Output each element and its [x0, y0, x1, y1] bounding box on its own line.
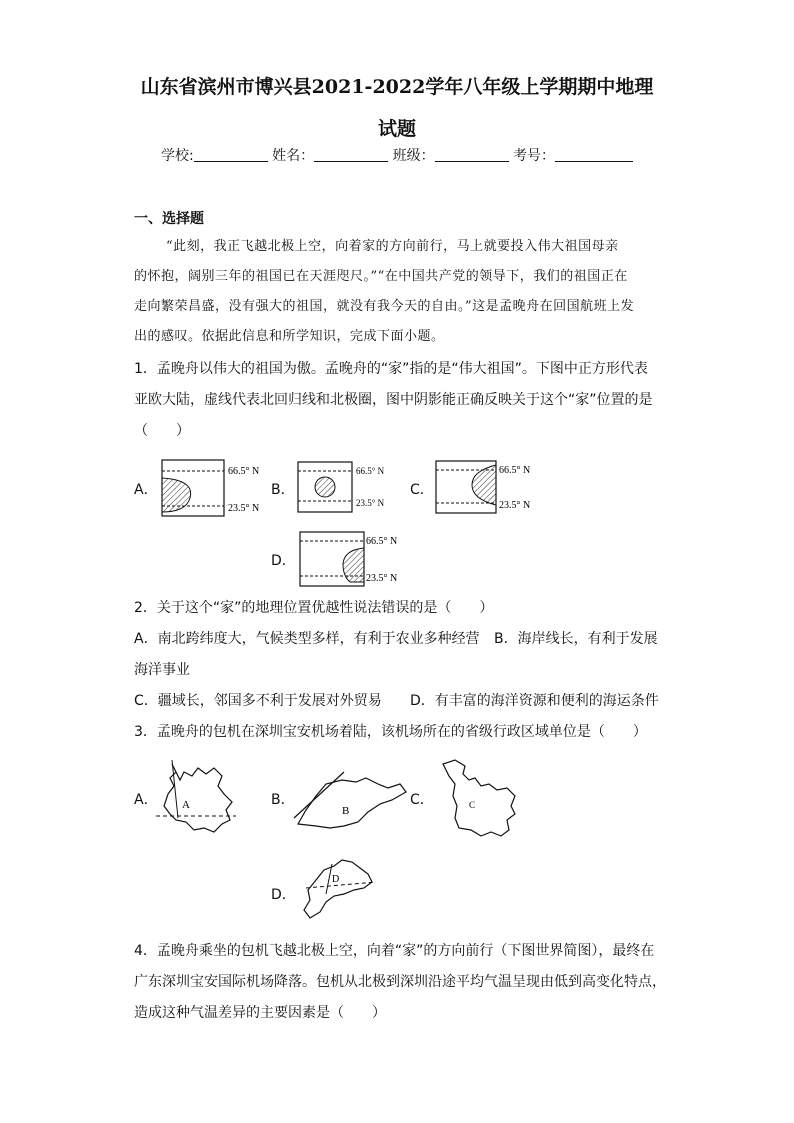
name-label: 姓名：: [272, 148, 315, 164]
lat-label-top: 66.5° N: [356, 466, 385, 476]
q1-option-d-figure[interactable]: [298, 530, 408, 588]
q3-option-c-map[interactable]: [435, 756, 525, 842]
lat-label-bottom: 23.5° N: [228, 503, 260, 514]
map-label-d: D: [332, 874, 340, 885]
q3-option-d-map[interactable]: [296, 856, 386, 922]
student-info-row: [0, 145, 794, 165]
q2-option-a[interactable]: A．南北跨纬度大，气候类型多样，有利于农业多种经营: [134, 631, 480, 647]
q1-option-b-figure[interactable]: [296, 460, 406, 516]
lat-label-bottom: 23.5° N: [366, 573, 398, 584]
exam-title-line1: 山东省滨州市博兴县2021-2022学年八年级上学期期中地理: [140, 76, 654, 98]
q3-stem: 3．孟晚舟的包机在深圳宝安机场着陆，该机场所在的省级行政区域单位是（ ）: [134, 724, 647, 740]
province-outline-d: [304, 860, 372, 918]
shaded-region: [162, 478, 191, 512]
exam-title-line2: 试题: [377, 118, 416, 140]
lat-label-bottom: 23.5° N: [356, 498, 385, 508]
q4-line-3: 造成这种气温差异的主要因素是（ ）: [134, 1005, 386, 1021]
q2-stem: 2．关于这个“家”的地理位置优越性说法错误的是（ ）: [134, 600, 494, 616]
q3-option-b-label[interactable]: B．: [271, 792, 295, 808]
q1-option-d-label[interactable]: D．: [271, 553, 296, 569]
q3-option-d-label[interactable]: D．: [271, 887, 296, 903]
passage-line-1: “此刻，我正飞越北极上空，向着家的方向前行，马上就要投入伟大祖国母亲: [166, 239, 619, 254]
q1-option-a-figure[interactable]: [160, 458, 270, 520]
lat-label-top: 66.5° N: [499, 465, 531, 476]
q3-option-a-map[interactable]: [152, 758, 242, 838]
q3-option-b-map[interactable]: [292, 770, 412, 832]
q1-line-2: 亚欧大陆，虚线代表北回归线和北极圈，图中阴影能正确反映关于这个“家”位置的是: [134, 392, 653, 408]
q3-option-c-label[interactable]: C．: [410, 792, 434, 808]
shaded-region: [315, 477, 335, 497]
q3-option-a-label[interactable]: A．: [134, 792, 158, 808]
q1-option-c-label[interactable]: C．: [410, 482, 434, 498]
lat-label-top: 66.5° N: [366, 536, 398, 547]
exam-number-label: 考号：: [513, 148, 556, 164]
exam-number-blank[interactable]: [555, 147, 633, 162]
shaded-region: [472, 465, 496, 505]
passage-line-3: 走向繁荣昌盛，没有强大的祖国，就没有我今天的自由。”这是孟晚舟在回国航班上发: [134, 299, 635, 314]
q2-option-c[interactable]: C．疆域长，邻国多不利于发展对外贸易: [134, 693, 382, 709]
q1-option-a-label[interactable]: A．: [134, 482, 158, 498]
shaded-region: [343, 548, 364, 582]
map-label-c: C: [469, 800, 476, 810]
section-title: 一、选择题: [134, 211, 204, 227]
q2-option-b[interactable]: B．海岸线长，有利于发展: [494, 631, 658, 647]
q1-line-1: 1．孟晚舟以伟大的祖国为傲。孟晚舟的“家”指的是“伟大祖国”。下图中正方形代表: [134, 361, 648, 377]
q4-line-2: 广东深圳宝安国际机场降落。包机从北极到深圳沿途平均气温呈现由低到高变化特点，: [134, 974, 666, 990]
school-blank[interactable]: [194, 147, 268, 162]
province-outline-b: [298, 778, 406, 828]
province-outline-c: [443, 760, 515, 836]
class-blank[interactable]: [435, 147, 509, 162]
lat-label-bottom: 23.5° N: [499, 500, 531, 511]
q1-option-b-label[interactable]: B．: [271, 482, 295, 498]
province-outline-a: [164, 764, 232, 832]
map-label-b: B: [342, 805, 350, 817]
q1-line-3: （ ）: [134, 423, 190, 439]
name-blank[interactable]: [314, 147, 388, 162]
school-label: 学校:: [160, 148, 194, 164]
passage-line-4: 出的感叹。依据此信息和所学知识，完成下面小题。: [134, 329, 445, 344]
q2-option-b-continued: 海洋事业: [134, 662, 190, 678]
q4-line-1: 4．孟晚舟乘坐的包机飞越北极上空，向着“家”的方向前行（下图世界简图），最终在: [134, 943, 655, 959]
map-label-a: A: [182, 799, 190, 811]
lat-label-top: 66.5° N: [228, 466, 260, 477]
q2-option-d[interactable]: D．有丰富的海洋资源和便利的海运条件: [410, 693, 659, 709]
reference-line: [294, 772, 344, 818]
q1-option-c-figure[interactable]: [434, 459, 544, 517]
class-label: 班级：: [392, 148, 435, 164]
passage-line-2: 的怀抱，阔别三年的祖国已在天涯咫尺。”“在中国共产党的领导下，我们的祖国正在: [134, 269, 628, 284]
